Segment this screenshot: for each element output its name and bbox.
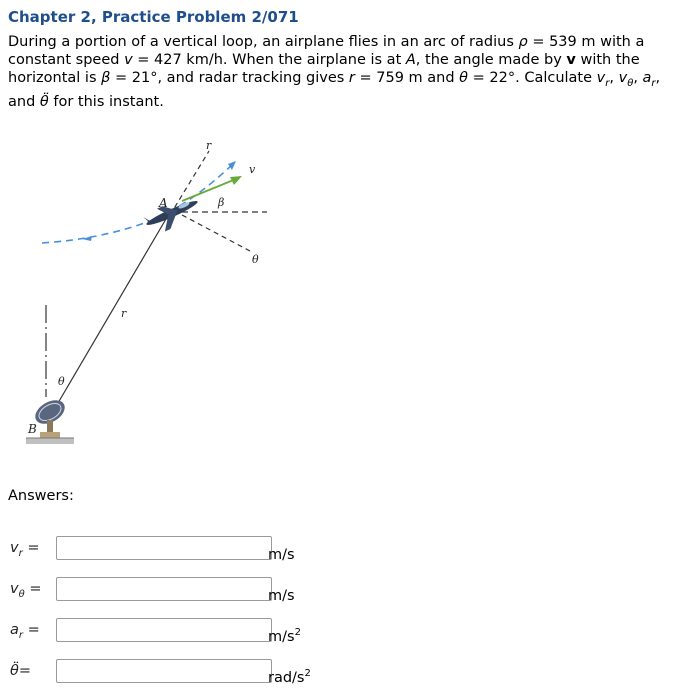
- vr-unit: m/s: [268, 546, 295, 563]
- flight-path-arrow-right: [228, 161, 236, 170]
- answer-label-vr: $v_r$ =: [10, 540, 40, 559]
- answer-label-thetaddot: θ̈=: [10, 663, 32, 679]
- vtheta-unit: m/s: [268, 587, 295, 604]
- ground: [26, 438, 74, 444]
- thetaddot-unit: rad/$s^2$: [268, 668, 311, 686]
- label-r-top: r: [206, 139, 212, 152]
- label-A: A: [159, 196, 168, 210]
- label-B: B: [28, 422, 37, 436]
- label-v: v: [249, 163, 256, 176]
- radar-airplane-diagram: [22, 135, 282, 465]
- answer-row-vr: [0, 536, 675, 566]
- problem-title: Chapter 2, Practice Problem 2/071: [8, 8, 299, 26]
- answer-row-thetaddot: [0, 659, 675, 689]
- flight-path: [42, 163, 234, 243]
- label-theta-bottom: θ: [58, 375, 65, 388]
- vtheta-input[interactable]: [56, 577, 272, 601]
- velocity-arrowhead: [230, 176, 242, 185]
- thetaddot-input[interactable]: [56, 659, 272, 683]
- theta-axis: [182, 215, 250, 251]
- answer-label-vtheta: $v_\theta$ =: [10, 581, 42, 600]
- label-beta: β: [218, 196, 225, 209]
- label-theta-right: θ: [252, 253, 259, 266]
- label-r-mid: r: [121, 307, 127, 320]
- problem-statement: During a portion of a vertical loop, an airplane flies in an arc of radius ρ = 539 m with a constant speed v = 427 km/h. When the airplane is at A, the angle made by v with the horizontal is β = 21°, and radar tracking gives r = 759 m and θ = 22°. Calculate $v_r$, $v_\theta$, $a_r$, and θ̈ for this instant.: [8, 34, 661, 110]
- answer-row-vtheta: [0, 577, 675, 607]
- answer-row-ar: [0, 618, 675, 648]
- airplane: [142, 192, 203, 237]
- ar-unit: $m/s^2$: [268, 627, 301, 645]
- answers-heading: Answers:: [8, 488, 74, 504]
- ar-input[interactable]: [56, 618, 272, 642]
- vr-input[interactable]: [56, 536, 272, 560]
- radar-line-r: [58, 219, 166, 403]
- answer-label-ar: $a_r$ =: [10, 622, 40, 641]
